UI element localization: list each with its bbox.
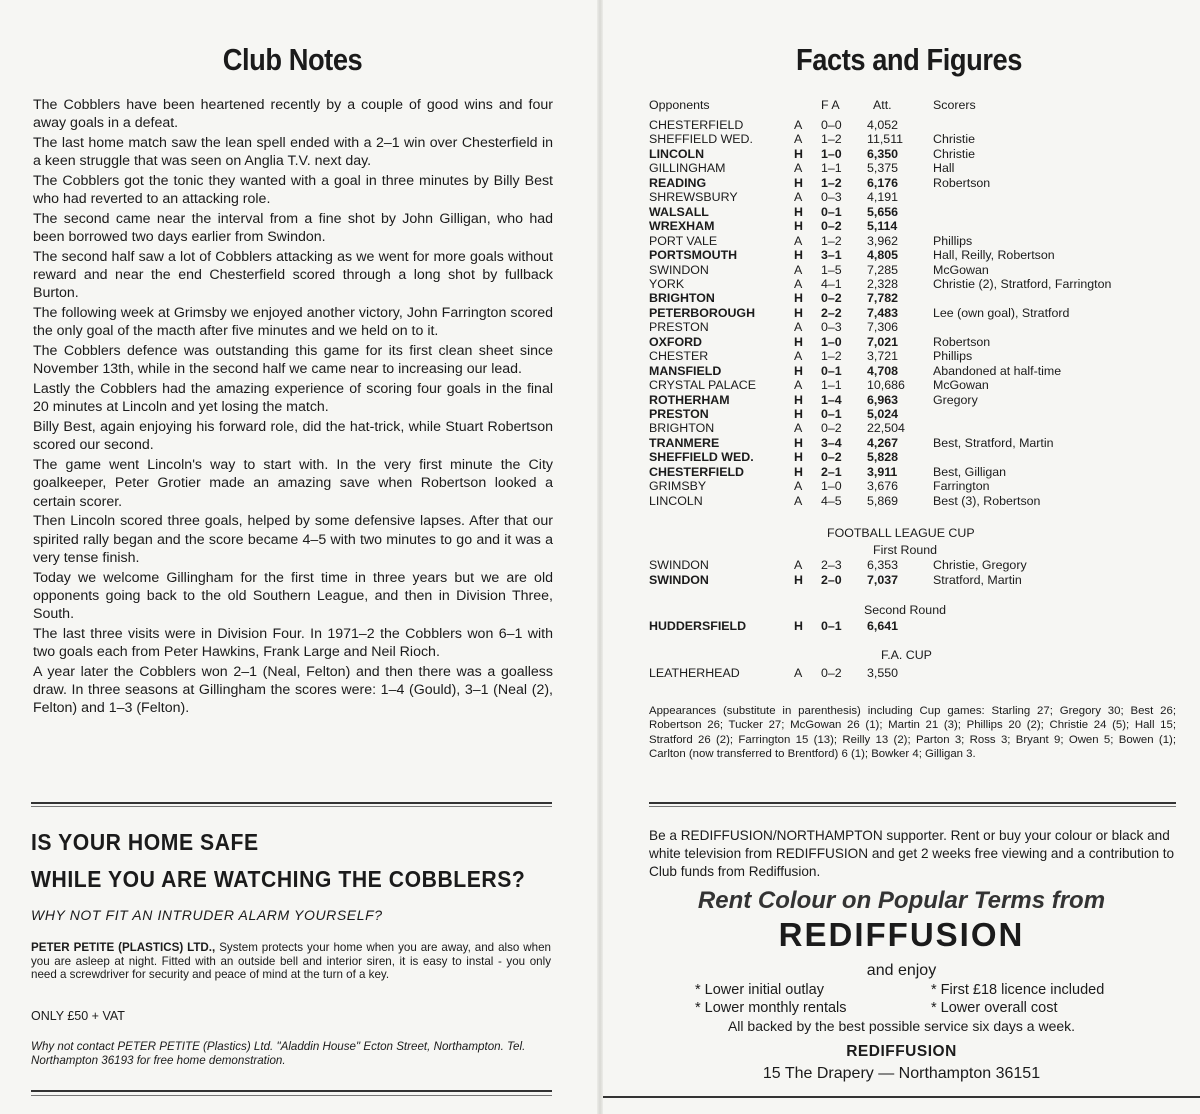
opponent-cell: PRESTON [649,320,709,335]
scorers-cell: McGowan [933,378,989,393]
club-notes-paragraph: Billy Best, again enjoying his forward role, did the hat-trick, while Stuart Robertson scored our second. [33,419,553,454]
score-cell: 1–2 [821,233,842,248]
score-cell: 2–2 [821,305,842,320]
club-notes-paragraph: The Cobblers have been heartened recently by a couple of good wins and four away goals in a defeat. [33,97,553,132]
ad-subhead: WHY NOT FIT AN INTRUDER ALARM YOURSELF? [31,907,383,923]
score-cell: 1–1 [821,161,842,176]
scorers-cell: Best, Gilligan [933,464,1007,479]
attendance-cell: 3,911 [867,464,898,479]
scorers-cell: Christie, Gregory [933,558,1027,572]
venue-cell: H [794,146,803,161]
attendance-cell: 5,114 [867,219,898,234]
bullet-item: * Lower initial outlay [695,982,824,998]
venue-cell: A [794,378,803,393]
opponent-cell: MANSFIELD [649,363,722,378]
divider [649,802,1176,804]
opponent-cell: WALSALL [649,204,709,219]
opponent-cell: SHEFFIELD WED. [649,450,754,465]
opponent-cell: GRIMSBY [649,479,707,494]
venue-cell: H [794,204,803,219]
venue-cell: A [794,132,803,147]
opponent-cell: CHESTERFIELD [649,464,744,479]
ad-body-text: System protects your home when you are away, and also when you are asleep at night. Fitted with an outside bell and interior siren, it is easy to instal - you only need a screwdriver for security and peace of mind at the turn of a key. [31,941,551,982]
score-cell: 0–2 [821,666,842,680]
opponent-cell: WREXHAM [649,219,715,234]
score-cell: 1–0 [821,479,842,494]
bullet-item: * First £18 licence included [931,982,1105,998]
venue-cell: H [794,464,803,479]
score-cell: 2–0 [821,572,842,587]
scorers-cell: Best, Stratford, Martin [933,435,1054,450]
score-cell: 0–3 [821,320,842,335]
score-cell: 3–1 [821,248,842,263]
score-cell: 1–2 [821,175,842,190]
club-notes-title: Club Notes [222,42,363,77]
opponent-cell: CRYSTAL PALACE [649,378,756,393]
rediffusion-address: 15 The Drapery — Northampton 36151 [762,1065,1041,1082]
opponent-cell: LINCOLN [649,493,703,508]
opponent-cell: CHESTERFIELD [649,118,744,132]
venue-cell: A [794,349,803,364]
venue-cell: A [794,666,803,680]
divider [649,806,1176,807]
ad-headline-1: IS YOUR HOME SAFE [31,829,259,855]
bullet-item: * Lower overall cost [931,1000,1058,1016]
opponent-cell: SHREWSBURY [649,190,738,205]
venue-cell: H [794,407,803,421]
opponent-cell: GILLINGHAM [649,161,726,176]
opponent-cell: LEATHERHEAD [649,666,740,680]
venue-cell: A [794,161,803,176]
scorers-cell: McGowan [933,262,989,277]
divider [31,802,552,804]
score-cell: 0–2 [821,291,842,306]
score-cell: 0–1 [821,363,842,378]
opponent-cell: LINCOLN [649,146,705,161]
score-cell: 3–4 [821,435,842,450]
score-cell: 1–4 [821,392,842,407]
scorers-cell: Phillips [933,233,973,248]
venue-cell: A [794,233,803,248]
rediffusion-enjoy: and enjoy [866,962,937,979]
attendance-cell: 6,350 [867,146,899,161]
score-cell: 0–1 [821,204,842,219]
attendance-cell: 11,511 [867,132,904,147]
opponent-cell: PORT VALE [649,233,718,248]
opponent-cell: SWINDON [649,572,709,587]
attendance-cell: 7,782 [867,291,899,306]
club-notes-paragraph: The last home match saw the lean spell ended with a 2–1 win over Chesterfield in a keen struggle that was seen on Anglia T.V. next day. [33,135,553,170]
club-notes-paragraph: The following week at Grimsby we enjoyed another victory, John Farrington scored the only goal of the macth after five minutes and we held on to it. [33,305,553,340]
scorers-cell: Lee (own goal), Stratford [933,305,1070,320]
right-page [603,0,1200,1114]
score-cell: 1–0 [821,334,842,349]
venue-cell: H [794,175,803,190]
attendance-cell: 3,962 [867,233,899,248]
scorers-cell: Best (3), Robertson [933,493,1041,508]
rediffusion-brand: REDIFFUSION [778,916,1025,953]
attendance-cell: 3,721 [867,349,899,364]
second-round-label: Second Round [864,603,946,617]
venue-cell: A [794,276,803,291]
header-opponents: Opponents [649,98,710,112]
score-cell: 2–1 [821,464,842,479]
opponent-cell: ROTHERHAM [649,392,730,407]
opponent-cell: READING [649,175,707,190]
divider [31,1095,552,1096]
club-notes-paragraph: The last three visits were in Division Four. In 1971–2 the Cobblers won 6–1 with two goals each from Peter Hawkins, Frank Large and Neil Rioch. [33,625,553,661]
attendance-cell: 5,656 [867,204,899,219]
fa-cup-title: F.A. CUP [881,648,932,662]
opponent-cell: PETERBOROUGH [649,305,756,320]
attendance-cell: 4,805 [867,248,899,263]
score-cell: 0–2 [821,450,842,465]
score-cell: 1–1 [821,378,842,393]
scorers-cell: Robertson [933,334,991,349]
score-cell: 0–1 [821,619,842,633]
scorers-cell: Farrington [933,479,990,494]
attendance-cell: 5,375 [867,161,899,176]
score-cell: 1–5 [821,262,842,277]
scorers-cell: Hall, Reilly, Robertson [933,248,1055,263]
rediffusion-service: All backed by the best possible service six days a week. [727,1018,1076,1034]
scorers-cell: Gregory [933,392,978,407]
opponent-cell: HUDDERSFIELD [649,619,747,633]
divider [31,806,552,807]
attendance-cell: 6,353 [867,558,899,572]
facts-figures-title: Facts and Figures [796,42,1022,77]
score-cell: 0–2 [821,219,842,234]
opponent-cell: YORK [649,276,685,291]
opponent-cell: SHEFFIELD WED. [649,132,753,147]
attendance-cell: 4,267 [867,435,899,450]
venue-cell: A [794,320,803,335]
venue-cell: A [794,479,803,494]
venue-cell: H [794,219,803,234]
venue-cell: H [794,619,803,633]
score-cell: 4–1 [821,276,842,291]
score-cell: 0–3 [821,190,842,205]
attendance-cell: 7,483 [867,305,899,320]
opponent-cell: BRIGHTON [649,421,715,436]
venue-cell: A [794,421,803,436]
score-cell: 1–0 [821,146,842,161]
attendance-cell: 2,328 [867,276,899,291]
scorers-cell: Christie [933,146,975,161]
ad-price: ONLY £50 + VAT [31,1009,125,1023]
score-cell: 1–2 [821,132,842,147]
club-notes-paragraph: The Cobblers defence was outstanding this game for its first clean sheet since November 13th, while in the second half we came near to increasing our lead. [33,343,553,378]
scorers-cell: Hall [933,161,955,176]
scorers-cell: Christie (2), Stratford, Farrington [933,276,1112,291]
ad-headline-2: WHILE YOU ARE WATCHING THE COBBLERS? [31,866,526,892]
venue-cell: H [794,572,803,587]
ad-body [31,941,551,982]
venue-cell: H [794,334,803,349]
attendance-cell: 10,686 [867,378,905,393]
club-notes-paragraph: A year later the Cobblers won 2–1 (Neal, Felton) and then there was a goalless draw. In three seasons at Gillingham the scores were: 1–4 (Gould), 3–1 (Neal (2), Felton) and 1–3 (Felton). [33,663,553,717]
opponent-cell: SWINDON [649,558,709,572]
venue-cell: H [794,392,803,407]
scorers-cell: Abandoned at half-time [933,363,1062,378]
attendance-cell: 6,963 [867,392,899,407]
scorers-cell: Robertson [933,175,991,190]
appearances-text: Appearances (substitute in parenthesis) including Cup games: Starling 27; Gregory 30; Best 26; Robertson 26; Tucker 27; McGowan 26 (1); Martin 21 (3); Phillips 20 (2); Christie 24 (5); Hall 15; Stratford 26 (2); Farrington 15 (13); Reilly 13 (2); Parton 3; Ross 3; Bryant 9; Owen 5; Bowen (1); Carlton (now transferred to Brentford) 6 (1); Bowker 4; Gilligan 3. [649,705,1176,760]
attendance-cell: 7,285 [867,262,899,277]
left-page [0,0,597,1114]
attendance-cell: 3,550 [867,666,899,680]
attendance-cell: 7,021 [867,334,899,349]
score-cell: 2–3 [821,558,842,572]
rediffusion-name: REDIFFUSION [846,1043,957,1060]
attendance-cell: 4,052 [867,118,899,132]
score-cell: 4–5 [821,493,842,508]
attendance-cell: 6,176 [867,175,899,190]
attendance-cell: 5,024 [867,407,899,421]
scorers-cell: Stratford, Martin [933,572,1022,587]
venue-cell: H [794,305,803,320]
venue-cell: H [794,248,803,263]
venue-cell: A [794,118,803,132]
club-notes-paragraph: The Cobblers got the tonic they wanted with a goal in three minutes by Billy Best who had reverted to an attacking role. [33,173,553,208]
header-scorers: Scorers [933,98,976,112]
opponent-cell: BRIGHTON [649,291,715,306]
club-notes-paragraph: The second came near the interval from a fine shot by John Gilligan, who had been borrowed two days earlier from Swindon. [33,211,553,246]
opponent-cell: PORTSMOUTH [649,248,738,263]
score-cell: 0–1 [821,407,842,421]
score-cell: 0–2 [821,421,842,436]
header-att: Att. [873,98,892,112]
venue-cell: H [794,435,803,450]
rediffusion-intro: Be a REDIFFUSION/NORTHAMPTON supporter. Rent or buy your colour or black and white television from REDIFFUSION and get 2 weeks free viewing and a contribution to Club funds from Rediffusion. [649,828,1175,879]
bullet-item: * Lower monthly rentals [695,1000,847,1016]
attendance-cell: 7,306 [867,320,899,335]
divider [31,1090,552,1092]
club-notes-paragraph: The game went Lincoln's way to start with. In the very first minute the City goalkeeper, Peter Grotier made an amazing save when Robertson looked a certain scorer. [33,457,553,510]
attendance-cell: 5,869 [867,493,899,508]
opponent-cell: OXFORD [649,334,703,349]
club-notes-paragraph: Today we welcome Gillingham for the first time in three years but we are old opponents going back to the old Southern League, and then in Division Three, South. [33,569,553,623]
venue-cell: H [794,291,803,306]
attendance-cell: 6,641 [867,619,899,633]
score-cell: 0–0 [821,118,842,132]
venue-cell: H [794,450,803,465]
league-cup-title: FOOTBALL LEAGUE CUP [827,526,975,540]
scorers-cell: Christie [933,132,975,147]
venue-cell: A [794,558,803,572]
opponent-cell: SWINDON [649,262,709,277]
club-notes-paragraph: Lastly the Cobblers had the amazing experience of scoring four goals in the final 20 minutes at Lincoln and yet losing the match. [33,381,553,416]
opponent-cell: CHESTER [649,349,709,364]
venue-cell: H [794,363,803,378]
ad-company: PETER PETITE (PLASTICS) LTD., [31,941,216,954]
opponent-cell: PRESTON [649,407,709,421]
attendance-cell: 4,708 [867,363,899,378]
attendance-cell: 5,828 [867,450,899,465]
attendance-cell: 7,037 [867,572,899,587]
rediffusion-headline: Rent Colour on Popular Terms from [697,887,1106,914]
attendance-cell: 22,504 [867,421,905,436]
score-cell: 1–2 [821,349,842,364]
divider [603,1096,1200,1098]
first-round-label: First Round [873,543,938,557]
attendance-cell: 3,676 [867,479,899,494]
header-fa: F A [821,98,840,112]
opponent-cell: TRANMERE [649,435,720,450]
club-notes-paragraph: Then Lincoln scored three goals, helped by some defensive lapses. After that our spirited rally began and the score became 4–5 with two minutes to go and it was a very tense finish. [33,513,553,566]
club-notes-paragraph: The second half saw a lot of Cobblers attacking as we went for more goals without reward and near the end Chesterfield scored through a long shot by fullback Burton. [33,249,553,302]
club-notes-text [33,96,553,719]
scorers-cell: Phillips [933,349,973,364]
venue-cell: A [794,262,803,277]
ad-footer: Why not contact PETER PETITE (Plastics) Ltd. "Aladdin House" Ecton Street, Northampton. Tel. Northampton 36193 for free home demonstration. [31,1040,526,1067]
venue-cell: A [794,190,803,205]
venue-cell: A [794,493,803,508]
attendance-cell: 4,191 [867,190,899,205]
